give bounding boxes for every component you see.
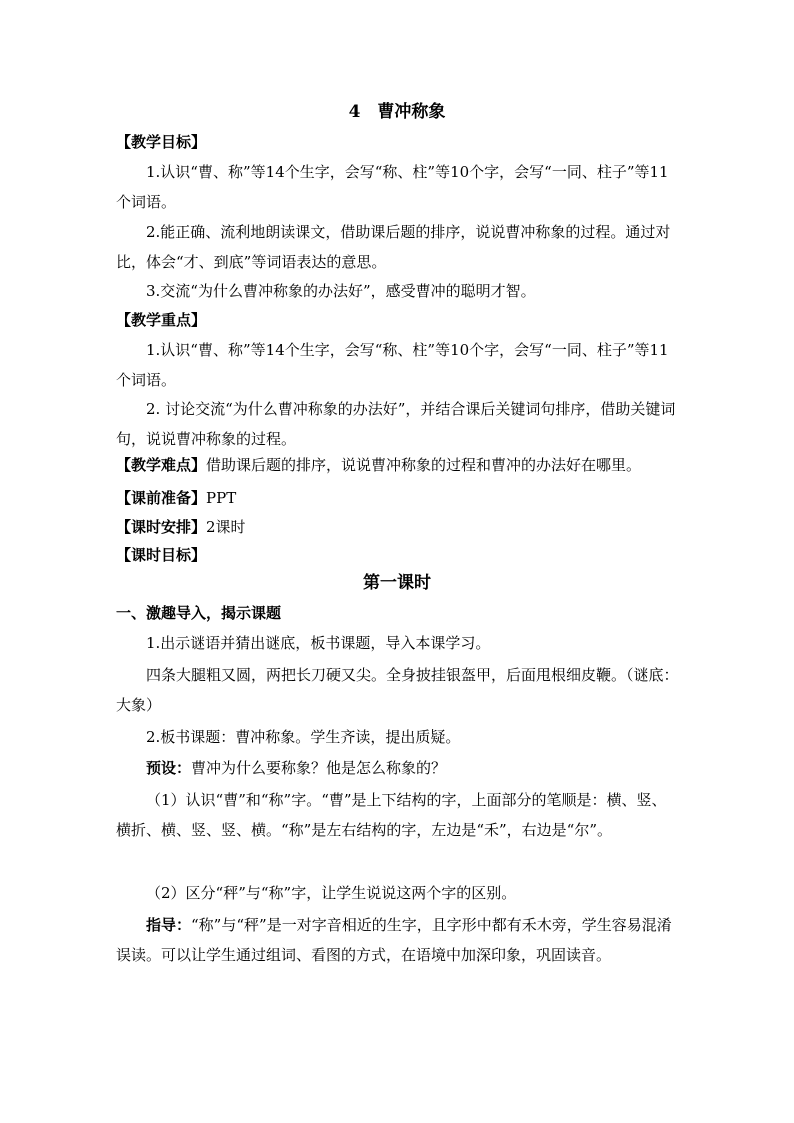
guidance-paragraph: [116, 910, 681, 970]
schedule-text: 2课时: [206, 518, 246, 536]
key-point-item-1: 1.认识“曹、称”等14个生字，会写“称、柱”等10个字，会写“一同、柱子”等11个词语。: [116, 341, 669, 389]
guidance-text: “称”与“秤”是一对字音相近的生字，且字形中都有禾木旁，学生容易混淆误读。可以让学生通过组词、看图的方式，在语境中加深印象，巩固读音。: [116, 916, 672, 964]
preparation-paragraph: [116, 483, 681, 513]
paragraph-1: 1.出示谜语并猜出谜底，板书课题，导入本课学习。: [146, 634, 491, 652]
paragraph-3: 2.板书课题：曹冲称象。学生齐读，提出质疑。: [146, 728, 461, 746]
difficulty-heading: 【教学难点】: [116, 456, 207, 474]
lesson-title: 4 曹冲称象: [348, 102, 446, 122]
lesson-goal-heading: 【课时目标】: [116, 546, 207, 564]
schedule-paragraph: [116, 512, 681, 542]
preset-text: 曹冲为什么要称象？他是怎么称象的？: [191, 759, 447, 777]
preset-label: 预设：: [146, 759, 192, 777]
preparation-heading: 【课前准备】: [116, 489, 207, 507]
riddle-paragraph: 四条大腿粗又圆，两把长刀硬又尖。全身披挂银盔甲，后面甩根细皮鞭。（谜底：大象）: [116, 666, 679, 714]
key-point-item-2: 2. 讨论交流“为什么曹冲称象的办法好”，并结合课后关键词句排序，借助关键词句，说说曹冲称象的过程。: [116, 400, 676, 448]
objective-item-3: 3.交流“为什么曹冲称象的办法好”，感受曹冲的聪明才智。: [146, 282, 536, 300]
key-points-heading: 【教学重点】: [116, 311, 207, 329]
objective-item-1: 1.认识“曹、称”等14个生字，会写“称、柱”等10个字，会写“一同、柱子”等11个词语。: [116, 163, 669, 211]
difficulty-text: 借助课后题的排序，说说曹冲称象的过程和曹冲的办法好在哪里。: [206, 456, 642, 474]
preset-paragraph: [116, 753, 681, 783]
paragraph-5: （1）认识“曹”和“称”字。“曹”是上下结构的字，上面部分的笔顺是：横、竖、横折、横、竖、竖、横。“称”是左右结构的字，左边是“禾”，右边是“尔”。: [116, 791, 667, 839]
guidance-label: 指导：: [146, 916, 192, 934]
schedule-heading: 【课时安排】: [116, 518, 207, 536]
objectives-heading: 【教学目标】: [116, 133, 207, 151]
preparation-text: PPT: [206, 489, 237, 507]
paragraph-6: （2）区分“秤”与“称”字，让学生说说这两个字的区别。: [146, 884, 517, 902]
first-lesson-title: 第一课时: [363, 573, 431, 593]
difficulty-paragraph: [116, 450, 681, 480]
objective-item-2: 2.能正确、流利地朗读课文，借助课后题的排序，说说曹冲称象的过程。通过对比，体会“才、到底”等词语表达的意思。: [116, 223, 671, 271]
section1-heading: 一、激趣导入，揭示课题: [116, 604, 282, 622]
